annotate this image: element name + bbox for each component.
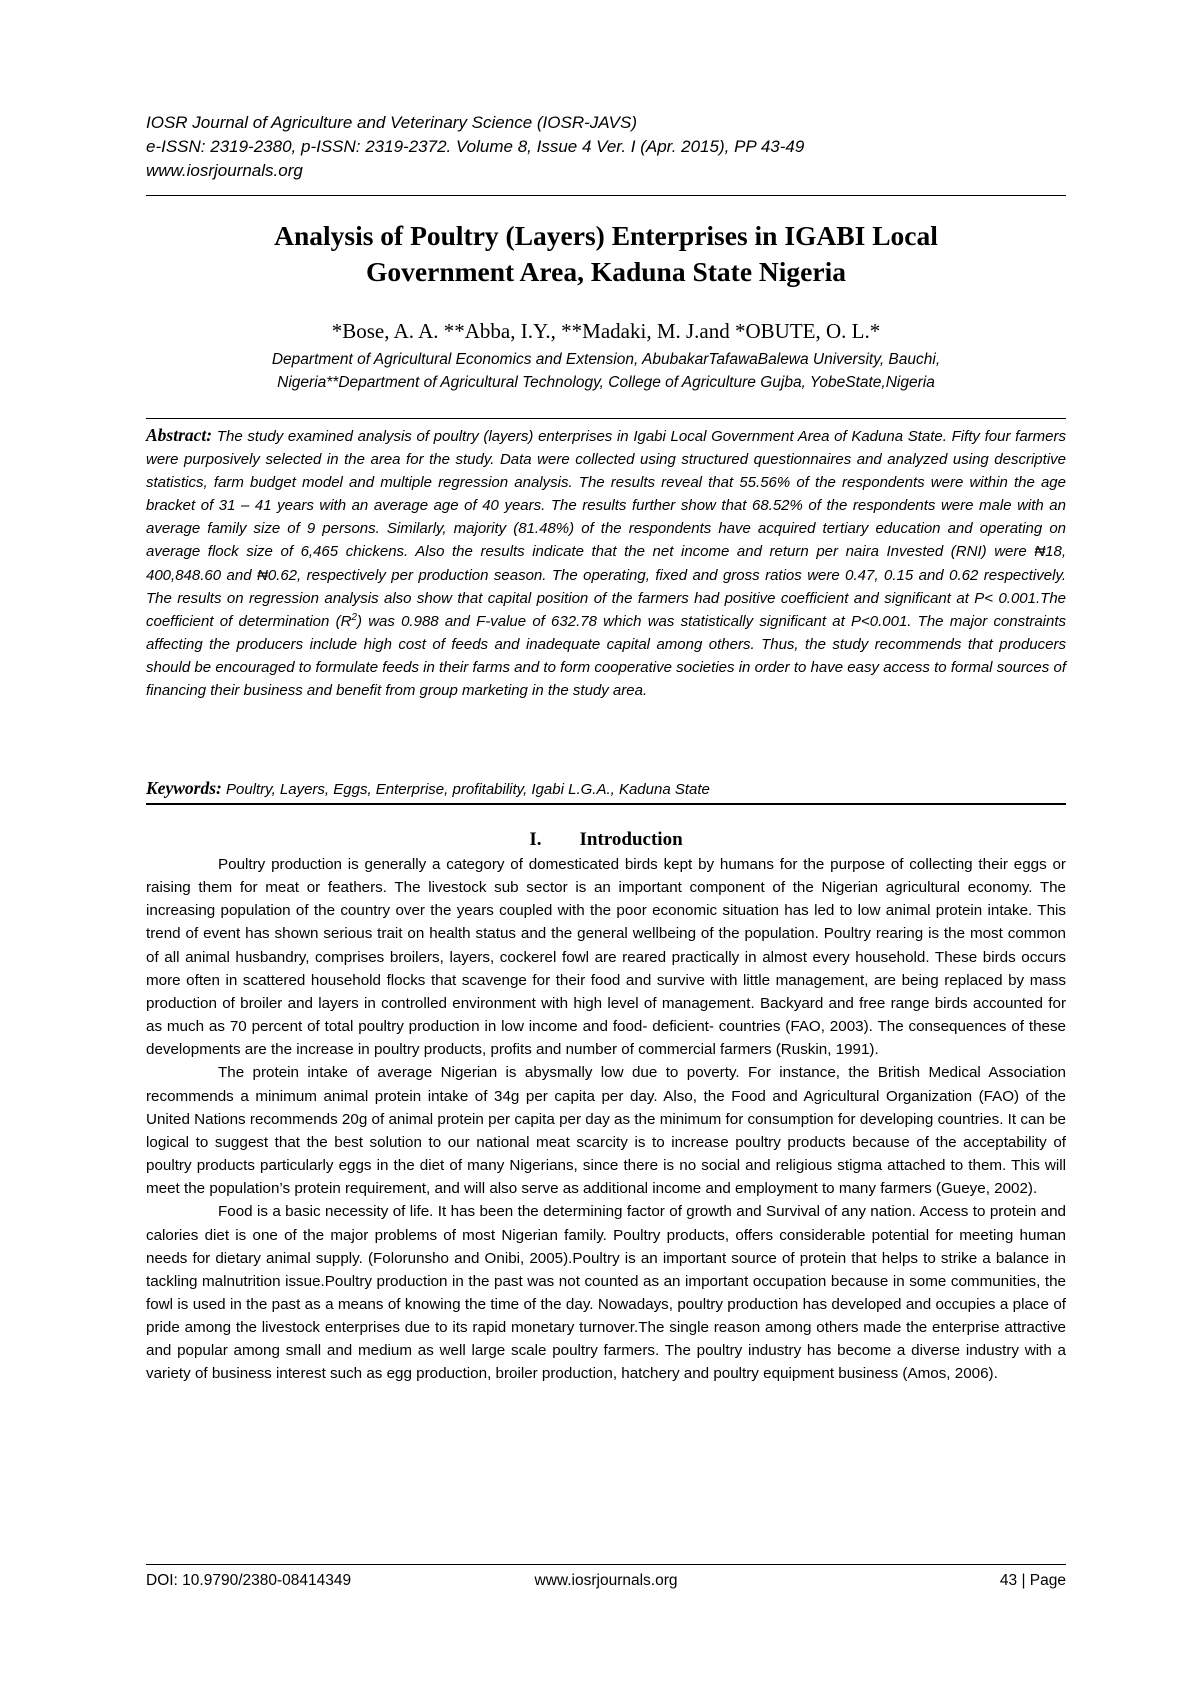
footer-divider [146,1564,1066,1565]
affiliations [146,348,1066,394]
page-footer [146,1569,1066,1593]
title-line-1: Analysis of Poultry (Layers) Enterprises in IGABI Local [274,220,938,251]
paragraph: Food is a basic necessity of life. It has been the determining factor of growth and Survival of any nation. Access to protein and calories diet is one of the major problems of most Nigerian family. Poultry products, offers considerable potential for meeting human needs for dietary animal supply. (Folorunsho and Onibi, 2005).Poultry is an important source of protein that helps to strike a balance in tackling malnutrition issue.Poultry production in the past was not counted as an important occupation because in some communities, the fowl is used in the past as a means of knowing the time of the day. Nowadays, poultry production has developed and occupies a place of pride among the livestock enterprises due to its rapid monetary turnover.The single reason among others made the enterprise attractive and popular among small and medium as well large scale poultry farmers. The poultry industry has become a diverse industry with a variety of business interest such as egg production, broiler production, hatchery and poultry equipment business (Amos, 2006). [146,1203,1066,1383]
author-list: *Bose, A. A. **Abba, I.Y., **Madaki, M. J.and *OBUTE, O. L.* [331,319,881,343]
section-title: Introduction [579,829,683,850]
abstract [146,424,1066,702]
journal-header [146,111,1066,183]
journal-name: IOSR Journal of Agriculture and Veterinary Science (IOSR-JAVS) [146,113,637,132]
journal-website: www.iosrjournals.org [146,161,303,180]
abstract-label: Abstract: [146,425,213,445]
section-heading [146,828,1066,852]
keywords-label: Keywords: [146,778,222,798]
abstract-top-divider [146,418,1066,419]
abstract-bottom-divider [146,803,1066,805]
abstract-text-2: ) was 0.988 and F-value of 632.78 which was statistically significant at P<0.001. The major constraints affecting the producers include high cost of feeds and inadequate capital among others. Thus, the study recommends that producers should be encouraged to formulate feeds in their farms and to form cooperative societies in order to have easy access to formal sources of financing their business and benefit from group marketing in the study area. [146,612,1066,700]
footer-doi: DOI: 10.9790/2380-08414349 [146,1572,352,1589]
affiliation-line-1: Department of Agricultural Economics and Extension, AbubakarTafawaBalewa University, Bauchi, [271,351,941,368]
footer-page-number: 43 | Page [999,1572,1066,1589]
keywords-text: Poultry, Layers, Eggs, Enterprise, profitability, Igabi L.G.A., Kaduna State [221,781,710,798]
affiliation-line-2: Nigeria**Department of Agricultural Technology, College of Agriculture Gujba, YobeState,Nigeria [277,374,935,391]
abstract-superscript: 2 [351,611,357,623]
paragraph: Poultry production is generally a category of domesticated birds kept by humans for the purpose of collecting their eggs or raising them for meat or feathers. The livestock sub sector is an important component of the Nigerian agricultural economy. The increasing population of the country over the years coupled with the poor economic situation has led to low animal protein intake. This trend of event has shown serious trait on health status and the general wellbeing of the population. Poultry rearing is the most common of all animal husbandry, comprises broilers, layers, cockerel fowl are reared practically in almost every household. These birds occurs more often in scattered household flocks that scavenge for their food and survive with little management, are being replaced by mass production of broiler and layers in controlled environment with high level of management. Backyard and free range birds accounted for as much as 70 percent of total poultry production in low income and food- deficient- countries (FAO, 2003). The consequences of these developments are the increase in poultry products, profits and number of commercial farmers (Ruskin, 1991). [146,856,1066,1059]
section-number: I. [529,829,542,850]
title-line-2: Government Area, Kaduna State Nigeria [366,256,846,287]
footer-website: www.iosrjournals.org [534,1572,678,1589]
paper-title [146,218,1066,290]
paragraph: The protein intake of average Nigerian is abysmally low due to poverty. For instance, the British Medical Association recommends a minimum animal protein intake of 34g per capita per day. Also, the Food and Agricultural Organization (FAO) of the United Nations recommends 20g of animal protein per capita per day as the minimum for consumption for developing countries. It can be logical to suggest that the best solution to our national meat scarcity is to increase poultry products because of the acceptability of poultry products particularly eggs in the diet of many Nigerians, since there is no social and religious stigma attached to them. This will meet the population’s protein requirement, and will also serve as additional income and employment to many farmers (Gueye, 2002). [146,1064,1066,1198]
abstract-text-1: The study examined analysis of poultry (layers) enterprises in Igabi Local Government Area of Kaduna State. Fifty four farmers were purposively selected in the area for the study. Data were collected using structured questionnaires and analyzed using descriptive statistics, farm budget model and multiple regression analysis. The results reveal that 55.56% of the respondents were within the age bracket of 31 – 41 years with an average age of 40 years. The results further show that 68.52% of the respondents were male with an average family size of 9 persons. Similarly, majority (81.48%) of the respondents have acquired tertiary education and operating on average flock size of 6,465 chickens. Also the results indicate that the net income and return per naira Invested (RNI) were ₦18, 400,848.60 and ₦0.62, respectively per production season. The operating, fixed and gross ratios were 0.47, 0.15 and 0.62 respectively. The results on regression analysis also show that capital position of the farmers had positive coefficient and significant at P< 0.001.The coefficient of determination (R [146,428,1066,630]
keywords [146,777,1066,801]
body-text [146,853,1066,1386]
journal-issn-volume: e-ISSN: 2319-2380, p-ISSN: 2319-2372. Volume 8, Issue 4 Ver. I (Apr. 2015), PP 43-49 [146,137,805,156]
header-divider [146,195,1066,196]
